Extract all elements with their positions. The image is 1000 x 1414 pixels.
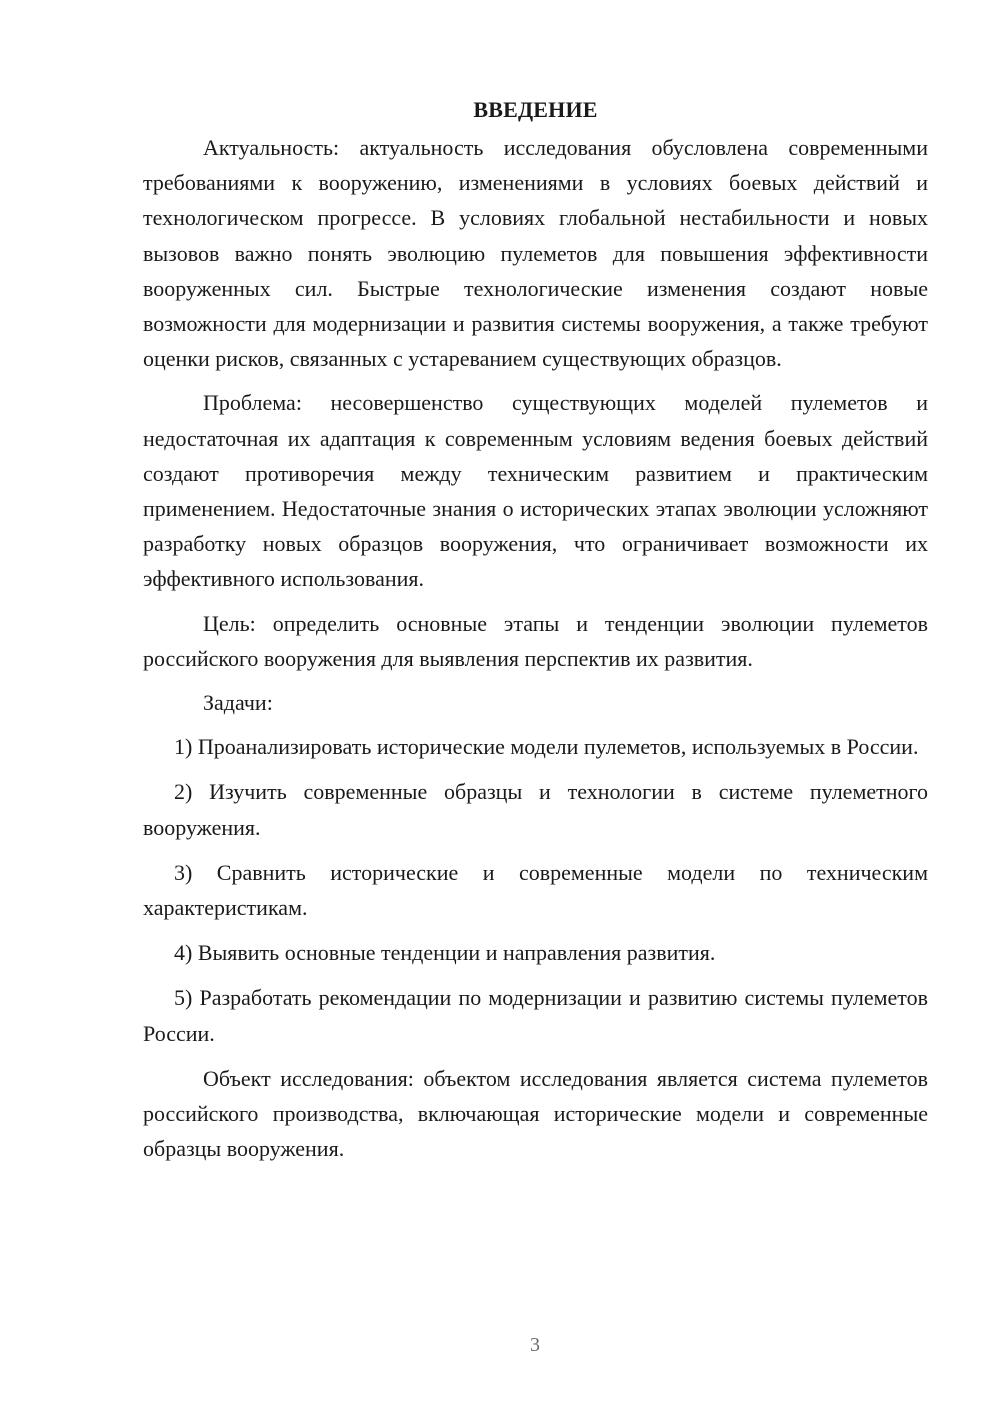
page-title: ВВЕДЕНИЕ xyxy=(473,97,598,122)
tasks-label: Задачи: xyxy=(203,690,273,716)
task-item-4: 4) Выявить основные тенденции и направления развития. xyxy=(174,940,716,966)
task-item-5: 5) Разработать рекомендации по модернизации и развитию системы пулеметов России. xyxy=(143,985,928,1046)
document-page xyxy=(143,92,928,1175)
paragraph-relevance: Актуальность: актуальность исследования обусловлена современными требованиями к вооружению, изменениями в условиях боевых действий и технологическом прогрессе. В условиях глобальной нестабильности и новых вызовов важно понять эволюцию пулеметов для повышения эффективности вооруженных сил. Быстрые технологические изменения создают новые возможности для модернизации и развития системы вооружения, а также требуют оценки рисков, связанных с устареванием существующих образцов. xyxy=(143,135,928,372)
task-item-3: 3) Сравнить исторические и современные модели по техническим характеристикам. xyxy=(143,859,928,921)
paragraph-goal: Цель: определить основные этапы и тенденции эволюции пулеметов российского вооружения для выявления перспектив их развития. xyxy=(143,610,928,671)
paragraph-object: Объект исследования: объектом исследования является система пулеметов российского производства, включающая исторические модели и современные образцы вооружения. xyxy=(143,1065,928,1162)
page-number: 3 xyxy=(530,1334,540,1356)
paragraph-problem: Проблема: несовершенство существующих моделей пулеметов и недостаточная их адаптация к современным условиям ведения боевых действий создают противоречия между техническим развитием и практическим применением. Недостаточные знания о исторических этапах эволюции усложняют разработку новых образцов вооружения, что ограничивает возможности их эффективного использования. xyxy=(143,390,928,592)
task-item-1: 1) Проанализировать исторические модели пулеметов, используемых в России. xyxy=(174,734,919,760)
task-item-2: 2) Изучить современные образцы и технологии в системе пулеметного вооружения. xyxy=(143,779,928,840)
